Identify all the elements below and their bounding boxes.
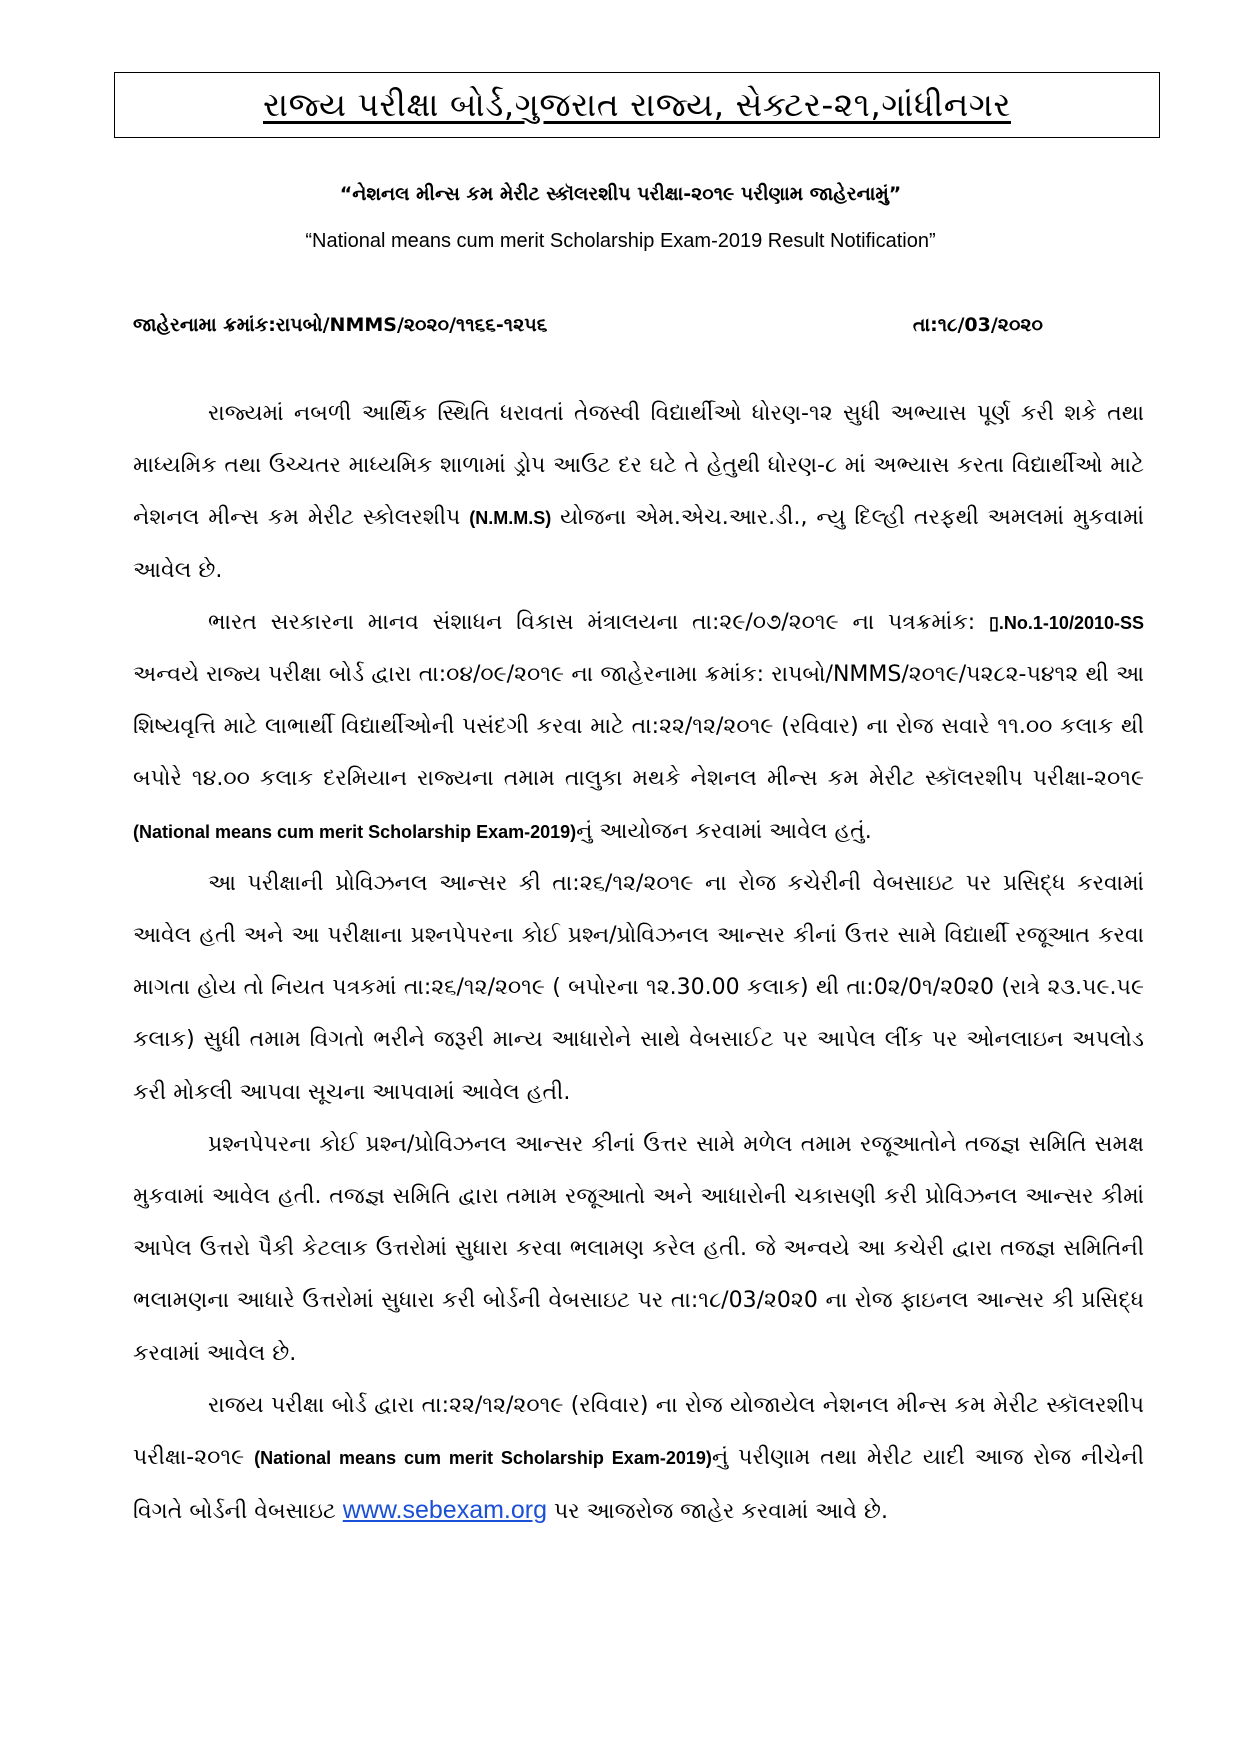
paragraph-4: પ્રશ્નપેપરના કોઈ પ્રશ્ન/પ્રોવિઝનલ આન્સર કીનાં ઉત્તર સામે મળેલ તમામ રજૂઆતોને તજજ્ઞ સમિતિ સમક્ષ મુકવામાં આવેલ હતી. તજજ્ઞ સમિતિ દ્વારા તમામ રજૂઆતો અને આધારોની ચકાસણી કરી પ્રોવિઝનલ આન્સર કીમાં આપેલ ઉત્તરો પૈકી કેટલાક ઉત્તરોમાં સુધારા કરવા ભલામણ કરેલ હતી. જે અન્વયે આ કચેરી દ્વારા તજજ્ઞ સમિતિની ભલામણના આધારે ઉત્તરોમાં સુધારા કરી બોર્ડની વેબસાઇટ પર તા:૧૮/03/૨0૨0 ના રોજ ફાઇનલ આન્સર કી પ્રસિદ્ધ કરવામાં આવેલ છે. [133,1131,1144,1366]
notice-title-english: “National means cum merit Scholarship Exam-2019 Result Notification” [305,230,936,252]
paragraph-5-text-a: રાજય પરીક્ષા બોર્ડ દ્વારા તા:૨૨/૧૨/૨૦૧૯ (રવિવાર) ના રોજ યોજાયેલ નેશનલ મીન્સ કમ મેરીટ સ્કૉલરશીપ પરીક્ષા-૨૦૧૯ [133,1392,1144,1471]
reference-number: જાહેરનામા ક્રમાંક:રાપબો/NMMS/૨૦૨૦/૧૧૬૬-૧૨૫૬ [133,314,548,336]
paragraph-2 [133,597,1144,858]
paragraph-1 [133,388,1144,597]
paragraph-1-text-c: યોજના એમ.એચ.આર.ડી., ન્યુ દિલ્હી તરફથી અમલમાં મુકવામાં આવેલ છે. [133,505,1144,583]
header-box [114,72,1160,138]
notice-title-gujarati: “નેશનલ મીન્સ કમ મેરીટ સ્કૉલરશીપ પરીક્ષા-૨૦૧૯ પરીણામ જાહેરનામું” [339,183,902,205]
paragraph-5-text-c: નું પરીણામ તથા મેરીટ યાદી આજ રોજ નીચેની વિગતે બોર્ડની વેબસાઇટ [133,1445,1144,1525]
paragraph-1-text-a: રાજ્યમાં નબળી આર્થિક સ્થિતિ ધરાવતાં તેજસ્વી વિદ્યાર્થીઓ ધોરણ-૧૨ સુધી અભ્યાસ પૂર્ણ કરી શકે તથા માધ્યમિક તથા ઉચ્ચતર માધ્યમિક શાળામાં ડ્રોપ આઉટ દર ઘટે તે હેતુથી ધોરણ-૮ માં અભ્યાસ કરતા વિદ્યાર્થીઓ માટે નેશનલ મીન્સ કમ મેરીટ સ્કોલરશીપ [133,401,1144,531]
website-link[interactable]: www.sebexam.org [342,1496,548,1525]
paragraph-2-letter-number: ▯.No.1-10/2010-SS [989,612,1144,633]
paragraph-5 [133,1380,1144,1539]
paragraph-5-exam-name: (National means cum merit Scholarship Exam-2019) [254,1448,712,1469]
notice-date: તા:૧૮/03/૨૦૨૦ [912,314,1043,336]
board-title: રાજ્ય પરીક્ષા બોર્ડ,ગુજરાત રાજ્ય, સેક્ટર-૨૧,ગાંધીનગર [263,85,1011,124]
paragraph-3: આ પરીક્ષાની પ્રોવિઝનલ આન્સર કી તા:૨૬/૧૨/૨૦૧૯ ના રોજ કચેરીની વેબસાઇટ પર પ્રસિદ્ધ કરવામાં આવેલ હતી અને આ પરીક્ષાના પ્રશ્નપેપરના કોઈ પ્રશ્ન/પ્રોવિઝનલ આન્સર કીનાં ઉત્તર સામે વિદ્યાર્થી રજૂઆત કરવા માગતા હોય તો નિયત પત્રકમાં તા:૨૬/૧૨/૨૦૧૯ ( બપોરના ૧૨.30.00 કલાક) થી તા:0૨/0૧/૨0૨0 (રાત્રે ૨૩.૫૯.૫૯ કલાક) સુધી તમામ વિગતો ભરીને જરૂરી માન્ય આધારોને સાથે વેબસાઈટ પર આપેલ લીંક પર ઓનલાઇન અપલોડ કરી મોકલી આપવા સૂચના આપવામાં આવેલ હતી. [133,870,1144,1105]
paragraph-2-text-c: અન્વયે રાજ્ય પરીક્ષા બોર્ડ દ્વારા તા:૦૪/૦૯/૨૦૧૯ ના જાહેરનામા ક્રમાંક: રાપબો/NMMS/૨૦૧૯/૫૨૮૨-૫૪૧૨ થી આ શિષ્યવૃત્તિ માટે લાભાર્થી વિદ્યાર્થીઓની પસંદગી કરવા માટે તા:૨૨/૧૨/૨૦૧૯ (રવિવાર) ના રોજ સવારે ૧૧.૦૦ કલાક થી બપોરે ૧૪.૦૦ કલાક દરમિયાન રાજ્યના તમામ તાલુકા મથકે નેશનલ મીન્સ કમ મેરીટ સ્કૉલરશીપ પરીક્ષા-૨૦૧૯ [133,662,1144,792]
paragraph-5-text-d: પર આજરોજ જાહેર કરવામાં આવે છે. [547,1499,888,1525]
paragraph-1-scheme-code: (N.M.M.S) [469,508,552,529]
paragraph-2-exam-name: (National means cum merit Scholarship Exam-2019) [133,821,577,842]
notice-body [133,388,1144,1538]
paragraph-2-text-a: ભારત સરકારના માનવ સંશાધન વિકાસ મંત્રાલયના તા:૨૯/૦૭/૨૦૧૯ ના પત્રક્રમાંક: [208,609,990,635]
paragraph-2-text-e: નું આયોજન કરવામાં આવેલ હતું. [576,818,872,844]
